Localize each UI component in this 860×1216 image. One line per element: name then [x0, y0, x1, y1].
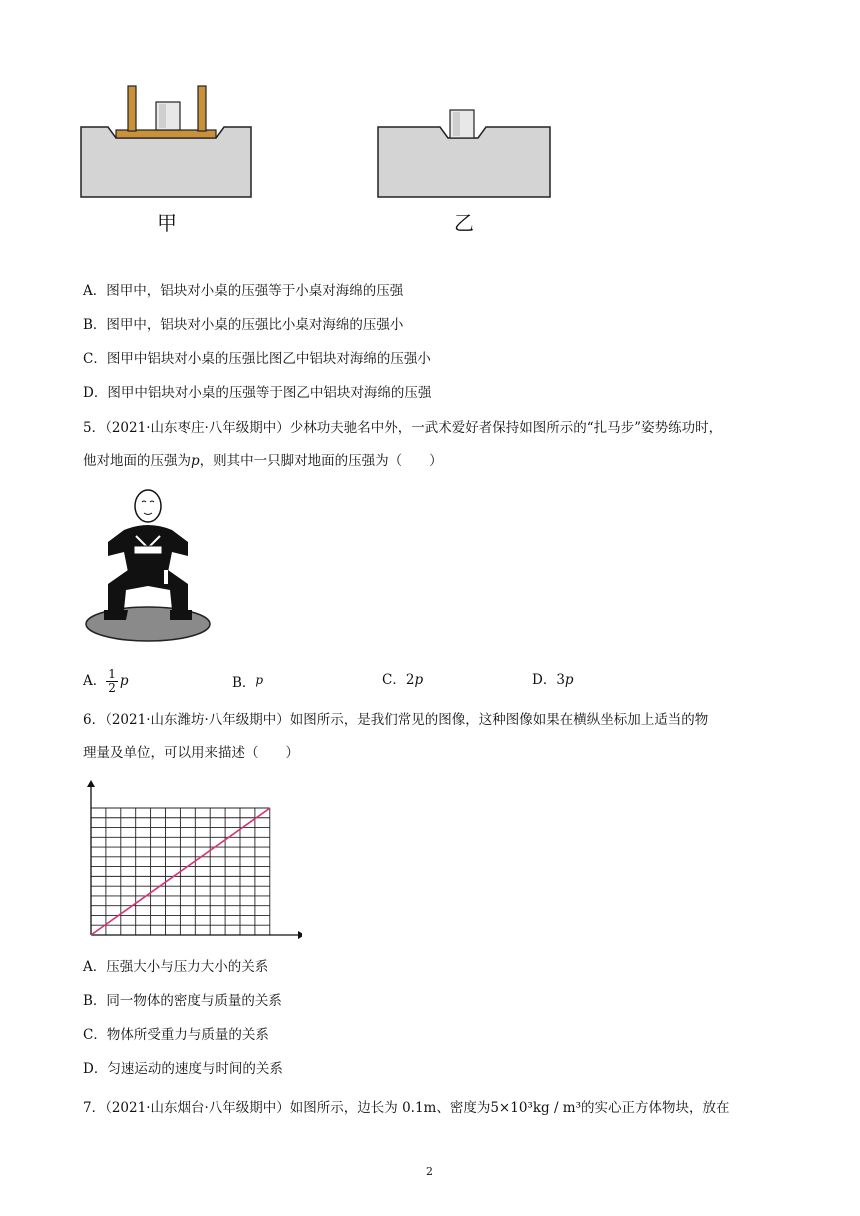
page-number: 2 — [426, 1165, 433, 1178]
figure-label-yi: 乙 — [454, 211, 474, 235]
q4-option-a: A．图甲中，铝块对小桌的压强等于小桌对海绵的压强 — [83, 283, 404, 299]
q7-stem-formula: 5×10³kg / m³ — [490, 1100, 582, 1116]
q4-option-c: C．图甲中铝块对小桌的压强比图乙中铝块对海绵的压强小 — [83, 351, 431, 367]
q5-option-d-coef: 3 — [556, 672, 565, 688]
q5-stem-line2 — [83, 451, 443, 471]
q5-option-a-numerator: 1 — [108, 667, 116, 681]
q5-option-b — [232, 670, 263, 693]
figure-table-sponge — [78, 82, 558, 202]
q5-option-b-letter: B． — [232, 675, 256, 691]
q6-grid-graph — [80, 780, 302, 945]
q6-option-c: C．物体所受重力与质量的关系 — [83, 1027, 269, 1043]
q4-option-b: B．图甲中，铝块对小桌的压强比小桌对海绵的压强小 — [83, 317, 404, 333]
q5-option-d-var: p — [564, 672, 574, 688]
q5-option-a — [83, 666, 129, 696]
q5-option-d — [532, 670, 574, 690]
q5-option-c-var: p — [414, 672, 424, 688]
q5-stem-text-b: ，则其中一只脚对地面的压强为（ ） — [199, 453, 443, 469]
q5-stem-text-a: 他对地面的压强为 — [83, 453, 191, 469]
q5-option-c-coef: 2 — [405, 672, 415, 688]
q6-option-d: D．匀速运动的速度与时间的关系 — [83, 1061, 283, 1077]
y-axis-arrow — [87, 780, 95, 787]
q4-option-d: D．图甲中铝块对小桌的压强等于图乙中铝块对海绵的压强 — [83, 385, 432, 401]
q7-stem-text-b: 的实心正方体物块，放在 — [581, 1100, 730, 1116]
q5-option-c-letter: C． — [382, 672, 406, 688]
martial-artist-figure — [84, 486, 214, 644]
q5-option-b-var: p — [255, 673, 264, 687]
q5-stem-var: p — [191, 453, 200, 469]
q7-stem-text-a: 7．（2021·山东烟台·八年级期中）如图所示，边长为 0.1m、密度为 — [83, 1100, 491, 1116]
figure-label-jia: 甲 — [157, 211, 177, 235]
q6-option-a: A．压强大小与压力大小的关系 — [83, 959, 269, 975]
q5-stem-line1: 5．（2021·山东枣庄·八年级期中）少林功夫驰名中外，一武术爱好者保持如图所示的“扎马步”姿势练功时， — [83, 420, 723, 436]
q5-option-a-denominator: 2 — [108, 681, 116, 695]
q5-option-a-letter: A． — [83, 673, 107, 689]
q6-stem-line1: 6．（2021·山东潍坊·八年级期中）如图所示，是我们常见的图像，这种图像如果在横纵坐标加上适当的物 — [83, 712, 709, 728]
q5-option-d-letter: D． — [532, 672, 557, 688]
figure-yi — [378, 110, 550, 197]
q5-option-c — [382, 670, 423, 690]
q5-option-a-var: p — [119, 673, 129, 689]
q5-option-a-fraction — [106, 668, 118, 695]
q6-option-b: B．同一物体的密度与质量的关系 — [83, 993, 282, 1009]
q6-stem-line2: 理量及单位，可以用来描述（ ） — [83, 745, 299, 761]
x-axis-arrow — [298, 931, 302, 939]
figure-jia — [81, 86, 251, 197]
q7-stem-line1 — [83, 1098, 730, 1118]
